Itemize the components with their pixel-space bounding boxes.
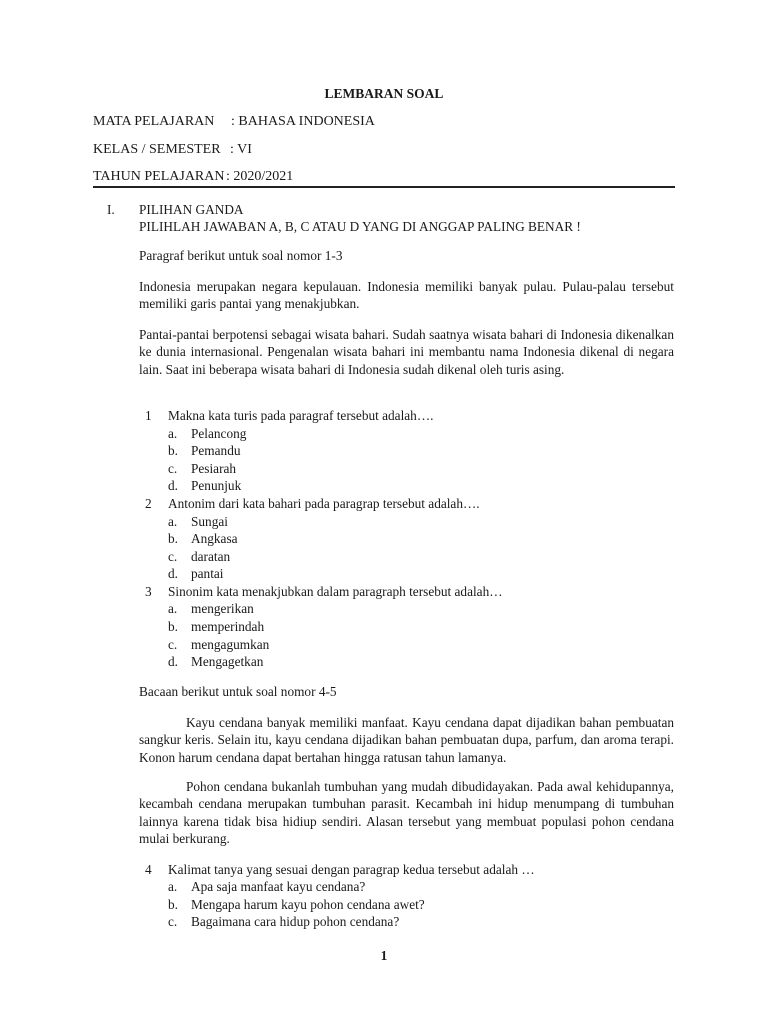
question-1 [145,408,433,424]
question-text: Makna kata turis pada paragraf tersebut adalah…. [168,408,434,423]
option-letter: d. [168,478,178,493]
option-4a [168,879,365,895]
option-4c [168,914,399,930]
question-number: 4 [145,862,152,877]
question-number: 3 [145,584,152,599]
option-2b [168,531,238,547]
section-instruction: PILIHLAH JAWABAN A, B, C ATAU D YANG DI ANGGAP PALING BENAR ! [139,219,581,234]
option-text: daratan [191,549,231,564]
meta-subject [93,114,375,130]
option-1a [168,426,246,442]
reading-intro-2: Bacaan berikut untuk soal nomor 4-5 [139,684,337,699]
option-4b [168,897,425,913]
meta-year [93,169,293,185]
option-letter: b. [168,531,178,546]
option-text: mengerikan [191,601,254,616]
option-text: Pelancong [191,426,247,441]
option-text: Pemandu [191,443,241,458]
option-3d [168,654,263,670]
reading-paragraph-4: Pohon cendana bukanlah tumbuhan yang mudah dibudidayakan. Pada awal kehidupannya, kecambah cendana merupakan tumbuhan parasit. Kecambah ini hidup menumpang di tumbuhan lainnya karena tidak bisa hidiup sendiri. Alasan tersebut yang membuat populasi pohon cendana mulai berkurang. [139,779,674,847]
option-letter: d. [168,654,178,669]
option-letter: b. [168,619,178,634]
meta-year-key: TAHUN PELAJARAN [93,169,225,184]
option-letter: b. [168,443,178,458]
option-letter: a. [168,514,178,529]
question-2 [145,496,480,512]
option-2c [168,549,230,565]
option-2d [168,566,224,582]
document-title: LEMBARAN SOAL [324,86,444,101]
page-number: 1 [380,948,388,963]
question-3 [145,584,503,600]
meta-class-value: : VI [230,142,252,157]
reading-paragraph-2: Pantai-pantai berpotensi sebagai wisata bahari. Sudah saatnya wisata bahari di Indonesia dikenalkan ke dunia internasional. Pengenalan wisata bahari ini membantu nama Indonesia dikenal di negara lain. Saat ini beberapa wisata bahari di Indonesia sudah dikenal oleh turis asing. [139,327,674,377]
option-3c [168,637,269,653]
option-text: Bagaimana cara hidup pohon cendana? [191,914,400,929]
option-1b [168,443,241,459]
question-number: 2 [145,496,152,511]
option-3b [168,619,264,635]
option-2a [168,514,228,530]
option-letter: a. [168,601,178,616]
option-text: Mengagetkan [191,654,264,669]
question-4 [145,862,535,878]
meta-year-value: : 2020/2021 [226,169,294,184]
reading-paragraph-3: Kayu cendana banyak memiliki manfaat. Kayu cendana dapat dijadikan bahan pembuatan sangkur keris. Selain itu, kayu cendana dijadikan bahan pembuatan dupa, parfum, dan aroma terapi. Konon harum cendana dapat bertahan hingga ratusan tahun lamanya. [139,715,674,765]
option-text: Sungai [191,514,228,529]
section-number: I. [107,202,115,217]
meta-class [93,142,252,158]
meta-subject-value: : BAHASA INDONESIA [231,114,375,129]
reading-paragraph-1: Indonesia merupakan negara kepulauan. Indonesia memiliki banyak pulau. Pulau-palau tersebut memiliki garis pantai yang menakjubkan. [139,279,674,312]
option-3a [168,601,254,617]
meta-class-key: KELAS / SEMESTER [93,142,221,157]
option-letter: c. [168,461,178,476]
option-letter: c. [168,637,178,652]
option-1d [168,478,241,494]
option-text: Angkasa [191,531,238,546]
question-number: 1 [145,408,152,423]
question-text: Antonim dari kata bahari pada paragrap tersebut adalah…. [168,496,480,511]
meta-subject-key: MATA PELAJARAN [93,114,215,129]
option-1c [168,461,236,477]
section-title: PILIHAN GANDA [139,202,244,217]
option-text: mengagumkan [191,637,270,652]
option-letter: b. [168,897,178,912]
option-text: pantai [191,566,224,581]
option-text: Pesiarah [191,461,237,476]
option-text: Mengapa harum kayu pohon cendana awet? [191,897,425,912]
option-text: Apa saja manfaat kayu cendana? [191,879,366,894]
option-letter: c. [168,549,178,564]
option-text: Penunjuk [191,478,242,493]
question-text: Kalimat tanya yang sesuai dengan paragrap kedua tersebut adalah … [168,862,535,877]
header-divider [93,186,675,188]
option-letter: a. [168,426,178,441]
question-text: Sinonim kata menakjubkan dalam paragraph tersebut adalah… [168,584,503,599]
reading-intro-1: Paragraf berikut untuk soal nomor 1-3 [139,248,343,263]
option-text: memperindah [191,619,265,634]
option-letter: d. [168,566,178,581]
option-letter: c. [168,914,178,929]
option-letter: a. [168,879,178,894]
